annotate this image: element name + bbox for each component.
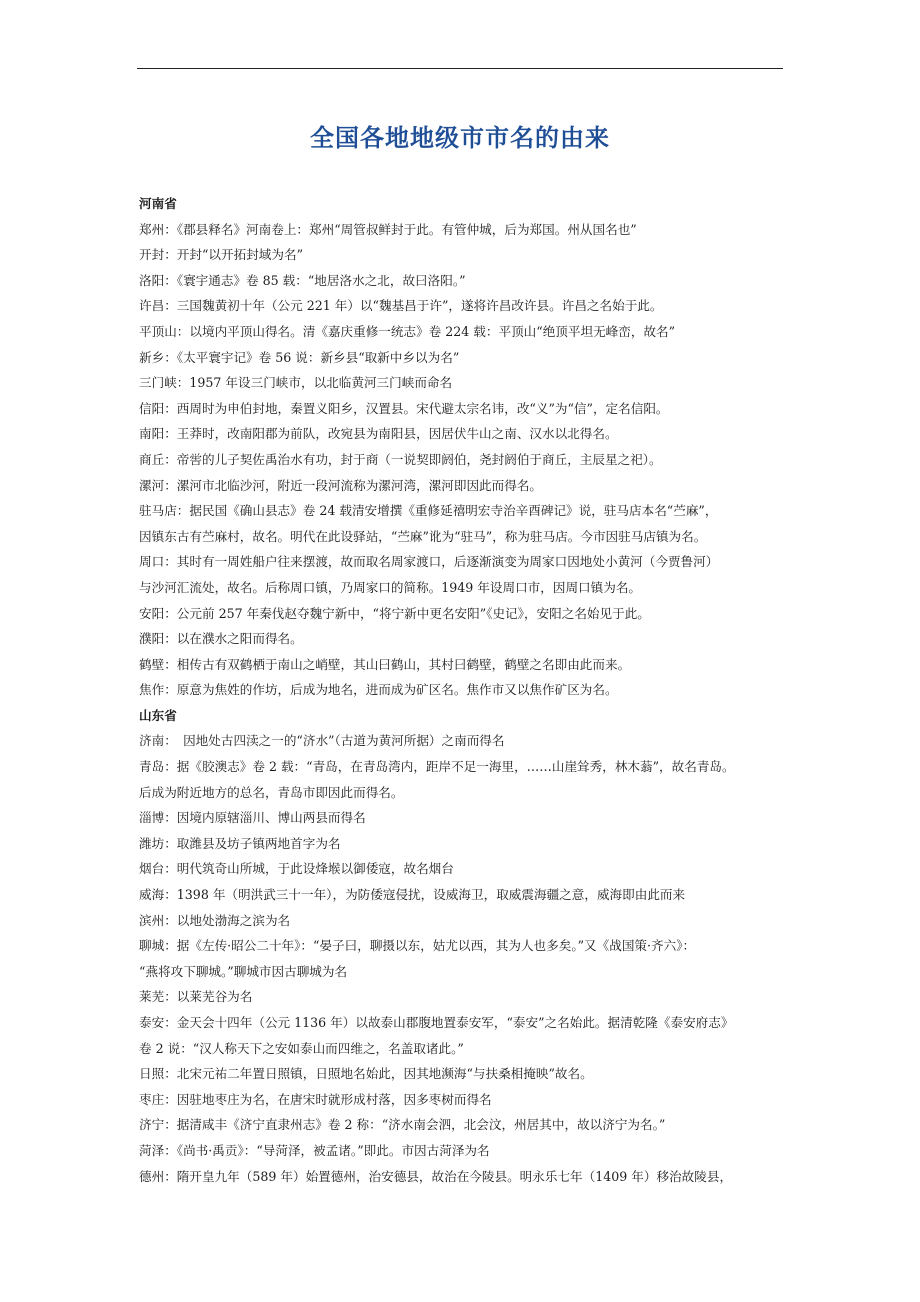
text-line: 许昌：三国魏黄初十年（公元 221 年）以“魏基昌于许”，遂将许昌改许县。许昌之名始于此。 <box>139 298 663 314</box>
text-line: 潍坊：取潍县及坊子镇两地首字为名 <box>139 835 341 851</box>
text-line: 商丘：帝喾的儿子契佐禹治水有功，封于商（一说契即阏伯，尧封阏伯于商丘，主辰星之祀）。 <box>139 451 662 467</box>
text-line: 开封：开封“以开拓封域为名” <box>139 247 304 263</box>
text-line: 郑州：《郡县释名》河南卷上：郑州“周管叔鲜封于此。有管仲城，后为郑国。州从国名也” <box>139 221 637 237</box>
text-line: 青岛：据《胶澳志》卷 2 载：“青岛，在青岛湾内，距岸不足一海里，……山崖耸秀，林木蓊”，故名青岛。 <box>139 759 735 775</box>
text-line: 新乡：《太平寰宇记》卷 56 说：新乡县“取新中乡以为名” <box>139 349 460 365</box>
text-line: 与沙河汇流处，故名。后称周口镇，乃周家口的简称。1949 年设周口市，因周口镇为名。 <box>139 579 642 595</box>
text-line: 泰安：金天会十四年（公元 1136 年）以故泰山郡腹地置泰安军，“泰安”之名始此。据清乾隆《泰安府志》 <box>139 1015 734 1030</box>
text-line: 菏泽：《尚书·禹贡》：“导菏泽，被孟诸。”即此。市因古菏泽为名 <box>139 1142 490 1158</box>
text-line: 威海：1398 年（明洪武三十一年），为防倭寇侵扰，设威海卫，取威震海疆之意，威海即由此而来 <box>139 887 686 903</box>
text-line: 莱芜：以莱芜谷为名 <box>139 989 253 1005</box>
text-line: 洛阳：《寰宇通志》卷 85 载：“地居洛水之北，故曰洛阳。” <box>139 272 466 288</box>
header-rule <box>137 68 783 69</box>
text-line: 烟台：明代筑奇山所城，于此设烽堠以御倭寇，故名烟台 <box>139 861 454 877</box>
text-line: 滨州：以地处渤海之滨为名 <box>139 912 291 928</box>
text-line: 南阳：王莽时，改南阳郡为前队，改宛县为南阳县，因居伏牛山之南、汉水以北得名。 <box>139 426 618 442</box>
text-line: 焦作：原意为焦姓的作坊，后成为地名，进而成为矿区名。焦作市又以焦作矿区为名。 <box>139 682 618 698</box>
text-line: 济宁：据清咸丰《济宁直隶州志》卷 2 称：“济水南会泗，北会汶，州居其中，故以济宁为名。” <box>139 1117 666 1133</box>
text-line: 枣庄：因驻地枣庄为名，在唐宋时就形成村落，因多枣树而得名 <box>139 1091 492 1107</box>
text-line: 济南： 因地处古四渎之一的“济水”（古道为黄河所据）之南而得名 <box>139 733 505 749</box>
text-line: 鹤壁：相传古有双鹤栖于南山之峭壁，其山曰鹤山，其村曰鹤壁，鹤壁之名即由此而来。 <box>139 656 631 672</box>
text-line: 漯河：漯河市北临沙河，附近一段河流称为漯河湾，漯河即因此而得名。 <box>139 477 542 493</box>
text-line: 德州：隋开皇九年（589 年）始置德州，治安德县，故治在今陵县。明永乐七年（1409 年）移治故陵县， <box>139 1168 733 1184</box>
text-line: 因镇东古有苎麻村，故名。明代在此设驿站，“苎麻”讹为“驻马”，称为驻马店。今市因驻马店镇为名。 <box>139 528 707 544</box>
text-line: 三门峡：1957 年设三门峡市，以北临黄河三门峡而命名 <box>139 375 453 391</box>
text-line: 聊城：据《左传·昭公二十年》：“晏子曰，聊摄以东，姑尤以西，其为人也多矣。”又《战国策·齐六》： <box>139 938 696 954</box>
text-line: 信阳：西周时为申伯封地，秦置义阳乡，汉置县。宋代避太宗名讳，改“义”为“信”，定名信阳。 <box>139 400 669 416</box>
text-line: 后成为附近地方的总名，青岛市即因此而得名。 <box>139 784 404 800</box>
text-line: 驻马店：据民国《确山县志》卷 24 载清安增撰《重修延禧明宏寺治辛酉碑记》说，驻马店本名“苎麻”， <box>139 503 718 519</box>
section-heading: 河南省 <box>139 196 177 211</box>
text-line: “燕将攻下聊城。”聊城市因古聊城为名 <box>139 963 348 979</box>
text-line: 安阳：公元前 257 年秦伐赵夺魏宁新中，“将宁新中更名安阳”《史记》，安阳之名始见于此。 <box>139 605 650 621</box>
section-heading: 山东省 <box>139 707 177 723</box>
text-line: 日照：北宋元祐二年置日照镇，日照地名始此，因其地濒海“与扶桑相掩映”故名。 <box>139 1066 593 1082</box>
text-line: 平顶山：以境内平顶山得名。清《嘉庆重修一统志》卷 224 载：平顶山“绝顶平坦无峰峦，故名” <box>139 323 676 339</box>
text-line: 淄博：因境内原辖淄川、博山两县而得名 <box>139 810 366 826</box>
text-line: 周口：其时有一周姓船户往来摆渡，故而取名周家渡口，后逐渐演变为周家口因地处小黄河（今贾鲁河） <box>139 554 719 570</box>
document-body <box>139 191 789 1189</box>
document-title: 全国各地地级市市名的由来 <box>310 124 610 152</box>
text-line: 濮阳：以在濮水之阳而得名。 <box>139 631 303 647</box>
text-line: 卷 2 说：“汉人称天下之安如泰山而四维之，名盖取诸此。” <box>139 1040 464 1056</box>
